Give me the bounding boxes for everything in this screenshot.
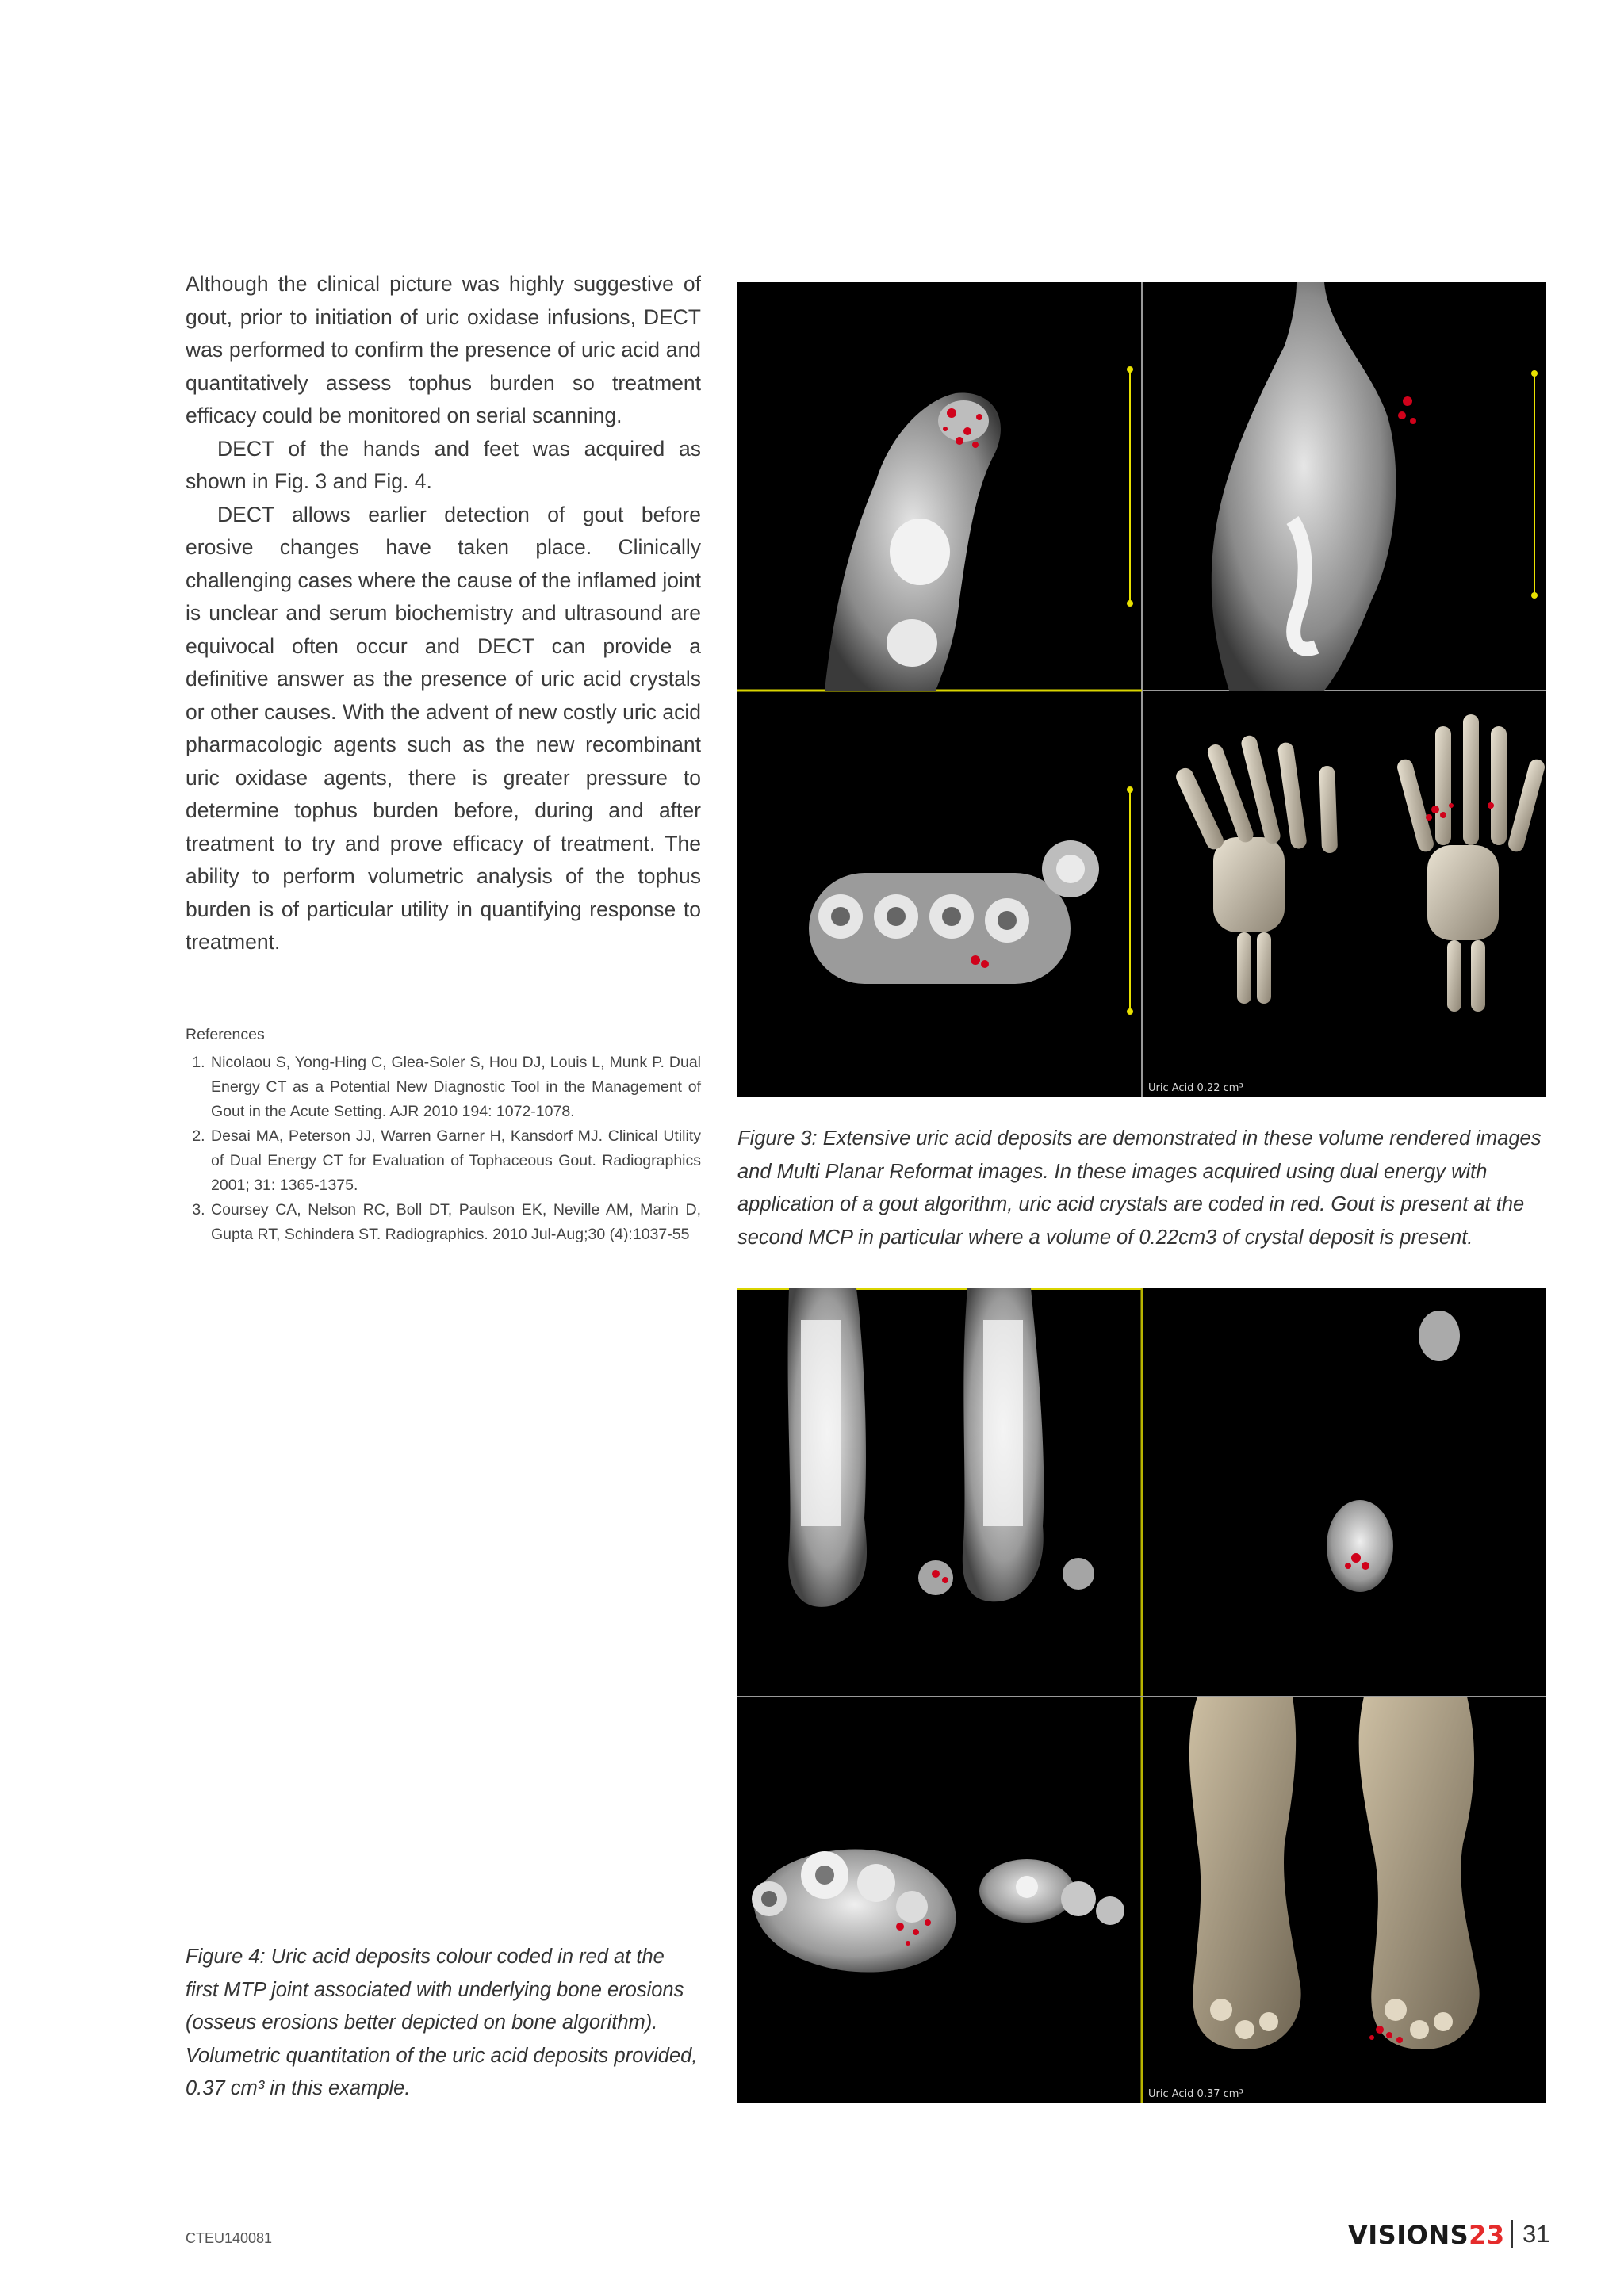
document-code: CTEU140081: [186, 2230, 273, 2246]
figure-3-panels: [737, 282, 1546, 1097]
references-heading: References: [186, 1026, 265, 1043]
page-number-divider: [1511, 2220, 1513, 2248]
paragraph-3: DECT allows earlier detection of gout before erosive changes have taken place. Clinically challenging cases where the cause of the inflamed joint is unclear and serum biochemistry and ultrasound are equivocal often occur and DECT can provide a definitive answer as the presence of uric acid crystals or other causes. With the advent of new costly uric acid pharmacologic agents such as the new recombinant uric oxidase agents, there is greater pressure to determine tophus burden before, during and after treatment to try and prove efficacy of treatment. The ability to perform volumetric analysis of the tophus burden is of particular utility in quantifying response to treatment.: [186, 502, 701, 954]
references: [186, 1023, 701, 1247]
reference-item: 1. Nicolaou S, Yong-Hing C, Glea-Soler S, Hou DJ, Louis L, Munk P. Dual Energy CT as a Potential New Diagnostic Tool in the Management of Gout in the Acute Setting. AJR 2010 194: 1072-1078.: [209, 1050, 701, 1124]
paragraph-1: Although the clinical picture was highly suggestive of gout, prior to initiation of uric oxidase infusions, DECT was performed to confirm the presence of uric acid and quantitatively assess tophus burden so treatment efficacy could be monitored on serial scanning.: [186, 272, 701, 427]
figure-3-image: [737, 282, 1546, 1097]
brand-name: VISIONS: [1348, 2220, 1469, 2250]
reference-item: 2. Desai MA, Peterson JJ, Warren Garner H, Kansdorf MJ. Clinical Utility of Dual Energy CT for Evaluation of Tophaceous Gout. Radiographics 2001; 31: 1365-1375.: [209, 1124, 701, 1198]
paragraph-2: DECT of the hands and feet was acquired as shown in Fig. 3 and Fig. 4.: [186, 436, 701, 493]
figure-4-caption: Figure 4: Uric acid deposits colour coded in red at the first MTP joint associated with underlying bone erosions (osseus erosions better depicted on bone algorithm). Volumetric quantitation of the uric acid deposits provided, 0.37 cm³ in this example.: [186, 1946, 698, 2099]
brand-logo: [1348, 2220, 1505, 2250]
figure-4-label: Uric Acid 0.37 cm³: [1148, 2088, 1243, 2100]
brand-number: 23: [1469, 2220, 1505, 2250]
figure-4-image: [737, 1288, 1546, 2103]
article-body: [186, 268, 701, 959]
references-list: [186, 1050, 701, 1247]
page-number: 31: [1522, 2220, 1550, 2248]
figure-4-panels: [737, 1288, 1546, 2103]
figure-3-label: Uric Acid 0.22 cm³: [1148, 1082, 1243, 1094]
figure-3-caption: Figure 3: Extensive uric acid deposits are demonstrated in these volume rendered images and Multi Planar Reformat images. In these images acquired using dual energy with application of a gout algorithm, uric acid crystals are coded in red. Gout is present at the second MCP in particular where a volume of 0.22cm3 of crystal deposit is present.: [737, 1127, 1542, 1249]
reference-item: 3. Coursey CA, Nelson RC, Boll DT, Paulson EK, Neville AM, Marin D, Gupta RT, Schindera ST. Radiographics. 2010 Jul-Aug;30 (4):1037-55: [209, 1198, 701, 1247]
